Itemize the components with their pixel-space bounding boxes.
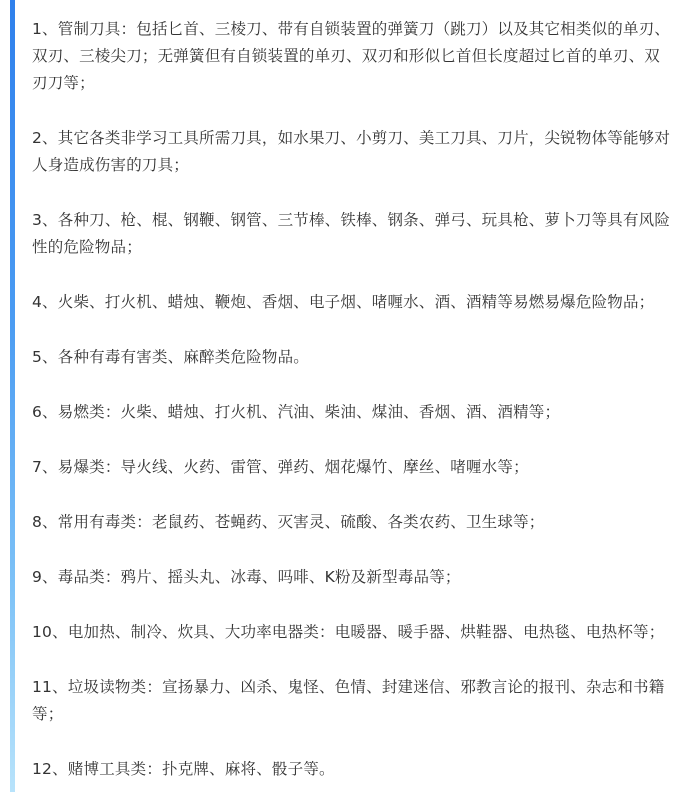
list-item: 2、其它各类非学习工具所需刀具，如水果刀、小剪刀、美工刀具、刀片，尖锐物体等能够对人身造成伤害的刀具；	[32, 129, 671, 174]
quote-accent-bar	[10, 0, 15, 792]
list-item: 4、火柴、打火机、蜡烛、鞭炮、香烟、电子烟、啫喱水、酒、酒精等易燃易爆危险物品；	[32, 293, 655, 311]
list-item: 11、垃圾读物类：宣扬暴力、凶杀、鬼怪、色情、封建迷信、邪教言论的报刊、杂志和书籍等；	[32, 678, 665, 723]
list-item: 1、管制刀具：包括匕首、三棱刀、带有自锁装置的弹簧刀（跳刀）以及其它相类似的单刃、双刃、三棱尖刀；无弹簧但有自锁装置的单刃、双刃和形似匕首但长度超过匕首的单刃、双刃刀等；	[32, 20, 671, 92]
list-item: 10、电加热、制冷、炊具、大功率电器类：电暖器、暖手器、烘鞋器、电热毯、电热杯等；	[32, 623, 665, 641]
list-item: 12、赌博工具类：扑克牌、麻将、骰子等。	[32, 760, 335, 778]
list-item: 5、各种有毒有害类、麻醉类危险物品。	[32, 348, 309, 366]
list-item: 6、易燃类：火柴、蜡烛、打火机、汽油、柴油、煤油、香烟、酒、酒精等；	[32, 403, 561, 421]
list-item: 8、常用有毒类：老鼠药、苍蝇药、灭害灵、硫酸、各类农药、卫生球等；	[32, 513, 545, 531]
prohibited-items-list	[32, 16, 672, 811]
list-item: 3、各种刀、枪、棍、钢鞭、钢管、三节棒、铁棒、钢条、弹弓、玩具枪、萝卜刀等具有风险性的危险物品；	[32, 211, 671, 256]
list-item: 7、易爆类：导火线、火药、雷管、弹药、烟花爆竹、摩丝、啫喱水等；	[32, 458, 529, 476]
list-item: 9、毒品类：鸦片、摇头丸、冰毒、吗啡、K粉及新型毒品等；	[32, 568, 461, 586]
